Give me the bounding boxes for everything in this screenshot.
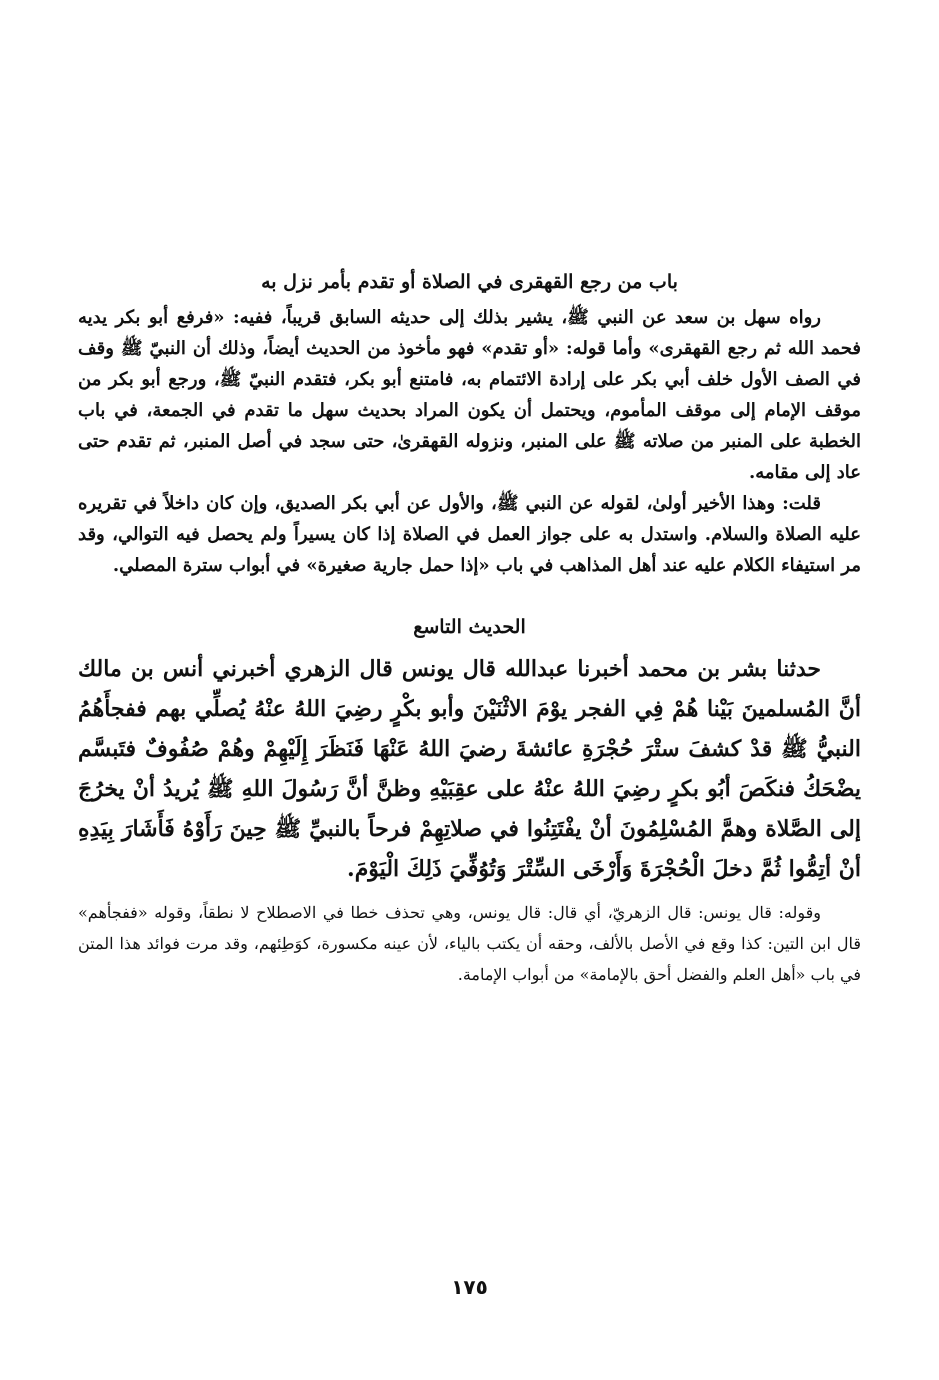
commentary-paragraph-2: قلت: وهذا الأخير أولىٰ، لقوله عن النبي ﷺ، والأول عن أبي بكر الصديق، وإن كان داخلاً في تقريره عليه الصلاة والسلام. واستدل به على جواز العمل في الصلاة إذا كان يسيراً ولم يحصل فيه التوالي، وقد مر استيفاء الكلام عليه عند أهل المذاهب في باب «إذا حمل جارية صغيرة» في أبواب سترة المصلي.: [78, 493, 861, 576]
page-number: ١٧٥: [451, 1275, 488, 1299]
hadith-text: حدثنا بشر بن محمد أخبرنا عبدالله قال يونس قال الزهري أخبرني أنس بن مالك أنَّ المُسلمينَ بَيْنا هُمْ فِي الفجر يوْمَ الاثْنَيْنَ وأبو بكْرٍ رضِيَ اللهُ عنْهُ يُصلِّي بهم ففجأَهُمُ النبيُّ ﷺ قدْ كشفَ ستْرَ حُجْرَةِ عائشةَ رضيَ اللهُ عَنْهَا فَنَظَرَ إِلَيْهِمْ وهُمْ صُفُوفٌ فتَبسَّم يضْحَكُ فنكَصَ أبُو بكرٍ رضِيَ اللهُ عنْهُ على عقِبَيْهِ وظنَّ أنَّ رَسُولَ اللهِ ﷺ يُريدُ أنْ يخرُجَ إلى الصَّلاة وهمَّ المُسْلِمُونَ أنْ يفْتَتِنُوا في صلاتِهِمْ فرحاً بالنبيِّ ﷺ حِينَ رَأَوْهُ فَأَشَارَ بِيَدِهِ أنْ أتِمُّوا ثُمَّ دخلَ الْحُجْرَةَ وَأَرْخَى السِّتْرَ وَتُوُفِّيَ ذَلِكَ الْيَوْمَ.: [78, 656, 861, 882]
hadith-note: وقوله: قال يونس: قال الزهريّ، أي قال: قال يونس، وهي تحذف خطا في الاصطلاح لا نطقاً، وقوله «ففجأهم» قال ابن التين: كذا وقع في الأصل بالألف، وحقه أن يكتب بالياء، لأن عينه مكسورة، كوَطِئهم، وقد مرت فوائد هذا المتن في باب «أهل العلم والفضل أحق بالإمامة» من أبواب الإمامة.: [78, 903, 862, 984]
page-body: [78, 266, 861, 990]
commentary-paragraph-1: رواه سهل بن سعد عن النبي ﷺ، يشير بذلك إلى حديثه السابق قريباً، ففيه: «فرفع أبو بكر يديه فحمد الله ثم رجع القهقرى» وأما قوله: «أو تقدم» فهو مأخوذ من الحديث أيضاً، وذلك أن النبيّ ﷺ وقف في الصف الأول خلف أبي بكر على إرادة الائتمام به، فامتنع أبو بكر، فتقدم النبيّ ﷺ، ورجع أبو بكر من موقف الإمام إلى موقف المأموم، ويحتمل أن يكون المراد بحديث سهل ما تقدم في الجمعة، في باب الخطبة على المنبر من صلاته ﷺ على المنبر، ونزوله القهقرىٰ، حتى سجد في أصل المنبر، ثم تقدم حتى عاد إلى مقامه.: [78, 307, 861, 483]
hadith-heading: الحديث التاسع: [413, 616, 526, 638]
chapter-heading: باب من رجع القهقرى في الصلاة أو تقدم بأمر نزل به: [261, 271, 678, 293]
